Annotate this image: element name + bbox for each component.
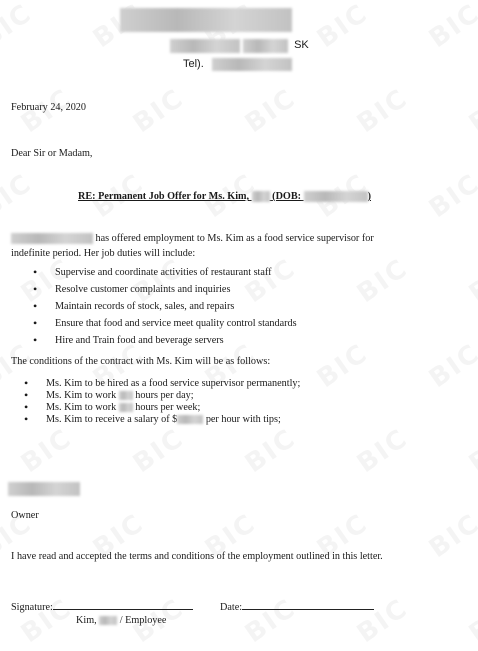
date-label: Date: (220, 602, 243, 613)
watermark-logo (0, 0, 39, 56)
intro-part1: has offered employment to Ms. Kim as a food service supervisor for (95, 233, 374, 244)
tel-label: Tel). (183, 58, 204, 70)
subject-suffix: ) (367, 191, 371, 202)
signature-label: Signature: (11, 602, 53, 613)
subject-dob-label: (DOB: (272, 191, 302, 202)
condition-item: • Ms. Kim to work hours per week; (24, 401, 300, 413)
intro-line-1 (11, 232, 374, 245)
owner-label: Owner (11, 510, 39, 521)
salutation: Dear Sir or Madam, (11, 148, 93, 159)
condition-item: • Ms. Kim to work hours per day; (24, 389, 300, 401)
letterhead-redacted-1 (120, 8, 292, 32)
watermark-logo (127, 82, 191, 141)
watermark-logo (311, 0, 375, 56)
watermark-logo (423, 167, 478, 226)
signature-blank (53, 599, 193, 610)
subject-line (78, 190, 371, 203)
letterhead-line-3 (183, 57, 292, 71)
condition-item: • Ms. Kim to receive a salary of $ per hour with tips; (24, 413, 300, 425)
watermark-logo (239, 422, 303, 481)
watermark-logo (351, 82, 415, 141)
signatory-name-redacted (8, 482, 80, 496)
condition-item: • Ms. Kim to be hired as a food service supervisor permanently; (24, 377, 300, 389)
date-row (220, 599, 374, 614)
watermark-logo (463, 422, 478, 481)
watermark-logo (239, 82, 303, 141)
date-blank (242, 599, 374, 610)
watermark-logo (463, 252, 478, 311)
employee-name-row: Kim, / Employee (76, 615, 167, 626)
watermark-logo (311, 337, 375, 396)
watermark-logo (351, 422, 415, 481)
conditions-intro: The conditions of the contract with Ms. Kim will be as follows: (11, 356, 271, 367)
watermark-logo (127, 422, 191, 481)
watermark-logo (15, 422, 79, 481)
watermark-logo (423, 337, 478, 396)
acceptance-statement: I have read and accepted the terms and conditions of the employment outlined in this letter. (11, 551, 383, 562)
intro-line-2: indefinite period. Her job duties will include: (11, 248, 196, 259)
watermark-logo (351, 252, 415, 311)
duty-item: • Ensure that food and service meet quality control standards (33, 317, 297, 334)
watermark-logo (423, 0, 478, 56)
watermark-logo (463, 82, 478, 141)
letterhead-sk: SK (294, 39, 309, 51)
watermark-logo (423, 507, 478, 566)
duties-list (33, 266, 297, 351)
duty-item: • Maintain records of stock, sales, and repairs (33, 300, 297, 317)
signature-row (11, 599, 193, 614)
duty-item: • Hire and Train food and beverage servers (33, 334, 297, 351)
letterhead-line-2 (170, 38, 309, 53)
letter-date: February 24, 2020 (11, 102, 86, 113)
duty-item: • Supervise and coordinate activities of restaurant staff (33, 266, 297, 283)
conditions-list (24, 377, 300, 425)
watermark-logo (0, 167, 39, 226)
subject-prefix: RE: Permanent Job Offer for Ms. Kim, (78, 191, 250, 202)
watermark-logo (463, 592, 478, 651)
duty-item: • Resolve customer complaints and inquiries (33, 283, 297, 300)
